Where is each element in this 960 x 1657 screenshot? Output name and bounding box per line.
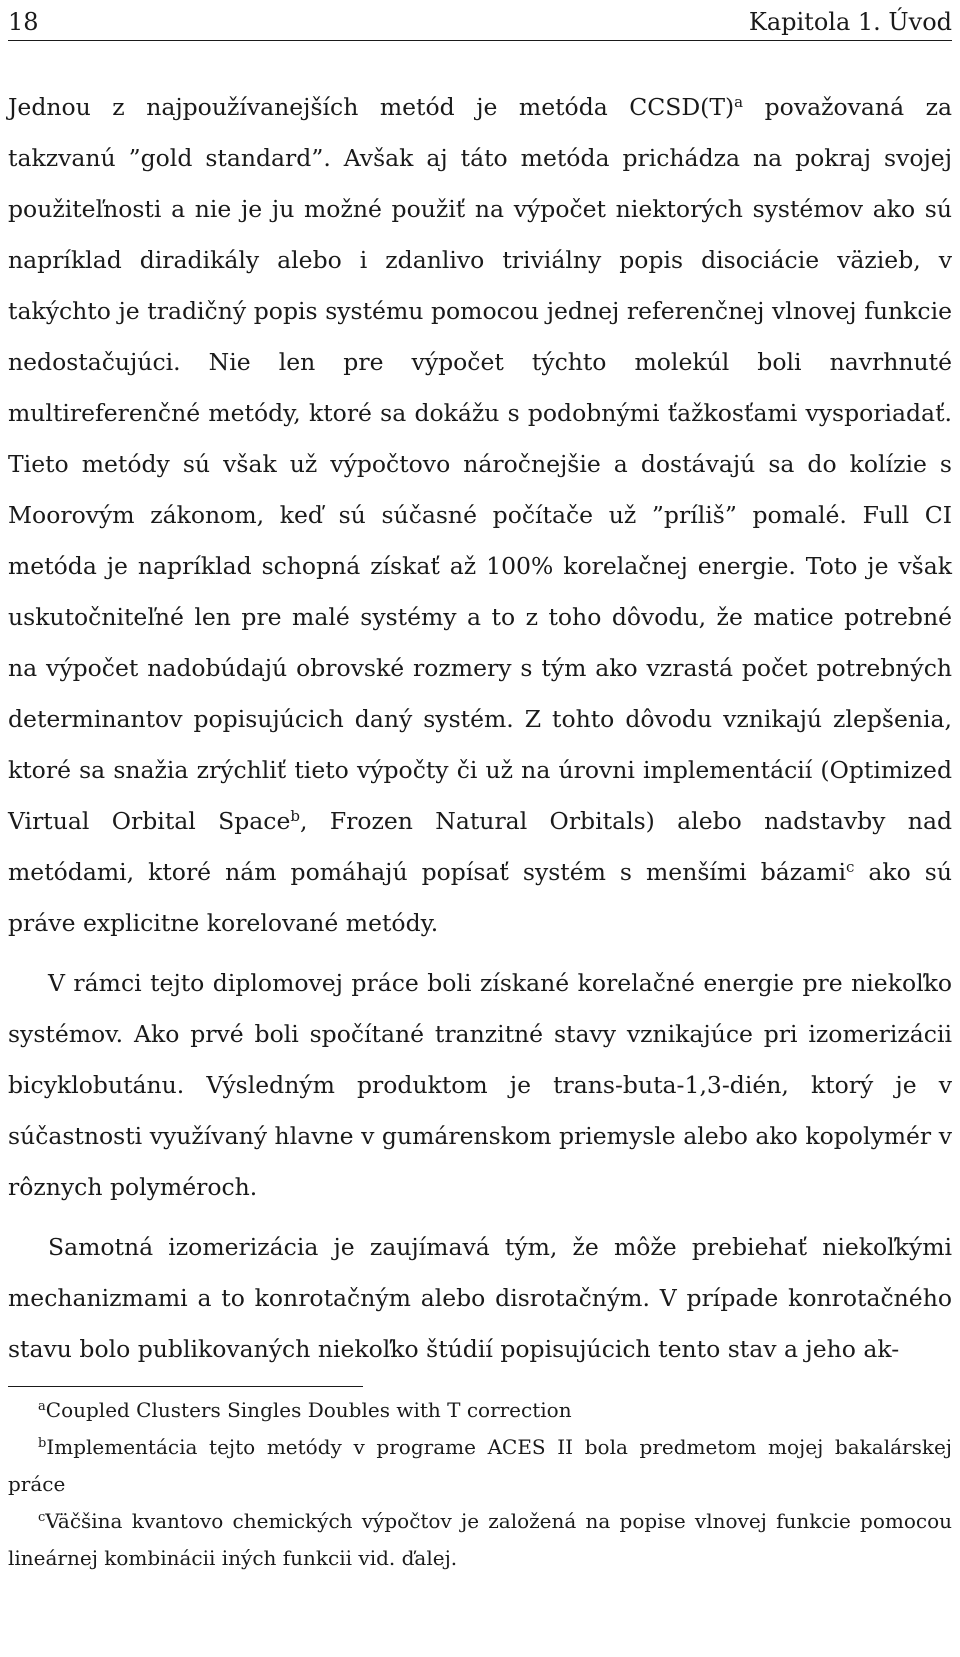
footnote-mark-c: c: [845, 857, 855, 876]
paragraph-text: , Frozen Natural Orbitals) alebo nadstavby nad metódami, ktoré nám pomáhajú popísať systém s menšími bázami: [8, 807, 953, 886]
footnote-mark: b: [38, 1435, 47, 1451]
paragraph-ccsd-intro: [8, 82, 952, 949]
body-text: [8, 82, 952, 1375]
footnotes: [8, 1392, 952, 1577]
header-rule: [8, 40, 952, 41]
page-number: 18: [8, 8, 39, 36]
footnote-text: Väčšina kvantovo chemických výpočtov je založená na popise vlnovej funkcie pomocou lineárnej kombinácii iných funkcii vid. ďalej.: [8, 1509, 952, 1570]
paragraph-text: považovaná za takzvanú ”gold standard”. Avšak aj táto metóda prichádza na pokraj svojej použiteľnosti a nie je ju možné použiť na výpočet niektorých systémov ako sú napríklad diradikály alebo i zdanlivo triviálny popis disociácie väzieb, v takýchto je tradičný popis systému pomocou jednej referenčnej vlnovej funkcie nedostačujúci. Nie len pre výpočet týchto molekúl boli navrhnuté multireferenčné metódy, ktoré sa dokážu s podobnými ťažkosťami vysporiadať. Tieto metódy sú však už výpočtovo náročnejšie a dostávajú sa do kolízie s Moorovým zákonom, keď sú súčasné počítače už ”príliš” pomalé. Full CI metóda je napríklad schopná získať až 100% korelačnej energie. Toto je však uskutočniteľné len pre malé systémy a to z toho dôvodu, že matice potrebné na výpočet nadobúdajú obrovské rozmery s tým ako vzrastá počet potrebných determinantov popisujúcich daný systém. Z tohto dôvodu vznikajú zlepšenia, ktoré sa snažia zrýchliť tieto výpočty či už na úrovni implementácií (Optimized Virtual Orbital Space: [8, 93, 952, 835]
footnote-mark: a: [38, 1398, 46, 1414]
footnote-mark-b: b: [290, 806, 300, 825]
footnote-text: Implementácia tejto metódy v programe ACES II bola predmetom mojej bakalárskej práce: [8, 1435, 952, 1496]
footnote-a: [8, 1392, 952, 1429]
paragraph-text: Jednou z najpoužívanejších metód je metóda CCSD(T): [8, 93, 735, 121]
running-title: Kapitola 1. Úvod: [748, 8, 952, 36]
page-header: [8, 2, 952, 42]
footnote-b: [8, 1429, 952, 1503]
footnote-c: [8, 1503, 952, 1577]
footnote-rule: [8, 1386, 363, 1387]
footnote-text: Coupled Clusters Singles Doubles with T correction: [45, 1398, 572, 1422]
paragraph-isomerization: Samotná izomerizácia je zaujímavá tým, že môže prebiehať niekoľkými mechanizmami a to konrotačným alebo disrotačným. V prípade konrotačného stavu bolo publikovaných niekoľko štúdií popisujúcich tento stav a jeho ak-: [8, 1233, 952, 1363]
footnote-mark-a: a: [734, 92, 744, 111]
footnote-mark: c: [38, 1509, 46, 1525]
paragraph-thesis-scope: V rámci tejto diplomovej práce boli získané korelačné energie pre niekoľko systémov. Ako prvé boli spočítané tranzitné stavy vznikajúce pri izomerizácii bicyklobutánu. Výsledným produktom je trans-buta-1,3-dién, ktorý je v súčastnosti využívaný hlavne v gumárenskom priemysle alebo ako kopolymér v rôznych polyméroch.: [8, 969, 952, 1201]
paragraph-text: ako sú práve explicitne korelované metódy.: [8, 858, 952, 937]
